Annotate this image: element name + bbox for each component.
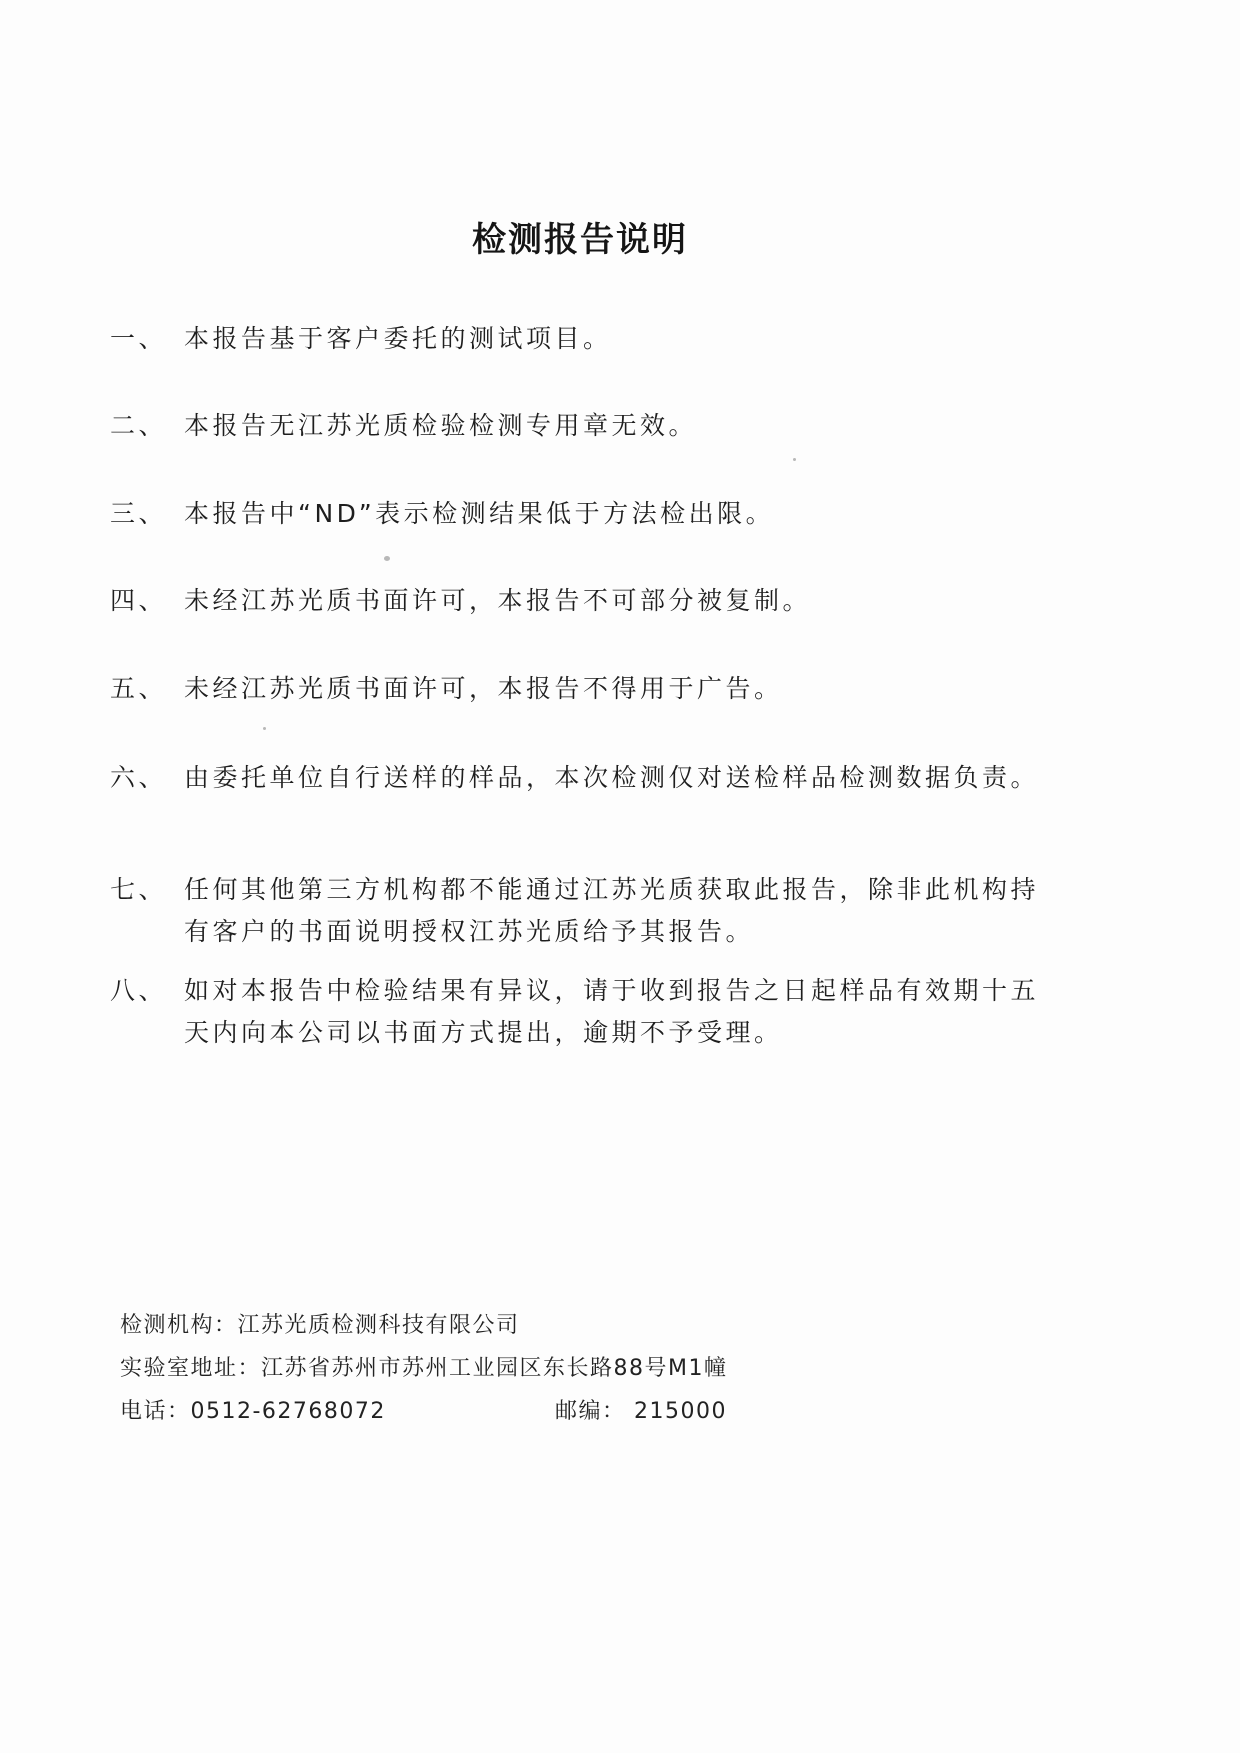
item-text: 由委托单位自行送样的样品，本次检测仅对送检样品检测数据负责。 <box>184 763 1040 792</box>
item-text: 本报告中“ND”表示检测结果低于方法检出限。 <box>184 499 775 528</box>
item-number: 七、 <box>110 875 168 904</box>
item-number: 三、 <box>110 499 168 528</box>
item-number: 八、 <box>110 976 168 1005</box>
item-text: 任何其他第三方机构都不能通过江苏光质获取此报告，除非此机构持有客户的书面说明授权江苏光质给予其报告。 <box>184 875 1040 946</box>
list-item <box>110 668 1050 710</box>
scan-speck <box>793 458 796 461</box>
phone-postcode-line <box>120 1396 1020 1428</box>
item-number: 二、 <box>110 411 168 440</box>
list-item <box>110 405 1050 447</box>
item-text: 如对本报告中检验结果有异议，请于收到报告之日起样品有效期十五天内向本公司以书面方式提出，逾期不予受理。 <box>184 976 1040 1047</box>
list-item <box>110 580 1050 622</box>
item-text: 本报告基于客户委托的测试项目。 <box>184 324 612 353</box>
item-text: 未经江苏光质书面许可，本报告不可部分被复制。 <box>184 586 812 615</box>
list-item <box>110 757 1050 799</box>
item-number: 一、 <box>110 324 168 353</box>
item-text: 本报告无江苏光质检验检测专用章无效。 <box>184 411 698 440</box>
item-number: 六、 <box>110 763 168 792</box>
list-item <box>110 318 1050 360</box>
phone-text: 电话：0512-62768072 <box>120 1399 386 1424</box>
item-number: 五、 <box>110 674 168 703</box>
list-item <box>110 970 1050 1054</box>
item-text: 未经江苏光质书面许可，本报告不得用于广告。 <box>184 674 783 703</box>
postcode-text: 邮编： 215000 <box>555 1399 727 1424</box>
scan-speck <box>263 727 266 730</box>
item-number: 四、 <box>110 586 168 615</box>
list-item <box>110 869 1050 953</box>
document-title: 检测报告说明 <box>472 220 688 260</box>
address-line: 实验室地址：江苏省苏州市苏州工业园区东长路88号M1幢 <box>120 1356 728 1381</box>
list-item <box>110 493 1050 535</box>
institution-line: 检测机构：江苏光质检测科技有限公司 <box>120 1313 520 1338</box>
scan-speck <box>384 556 390 561</box>
